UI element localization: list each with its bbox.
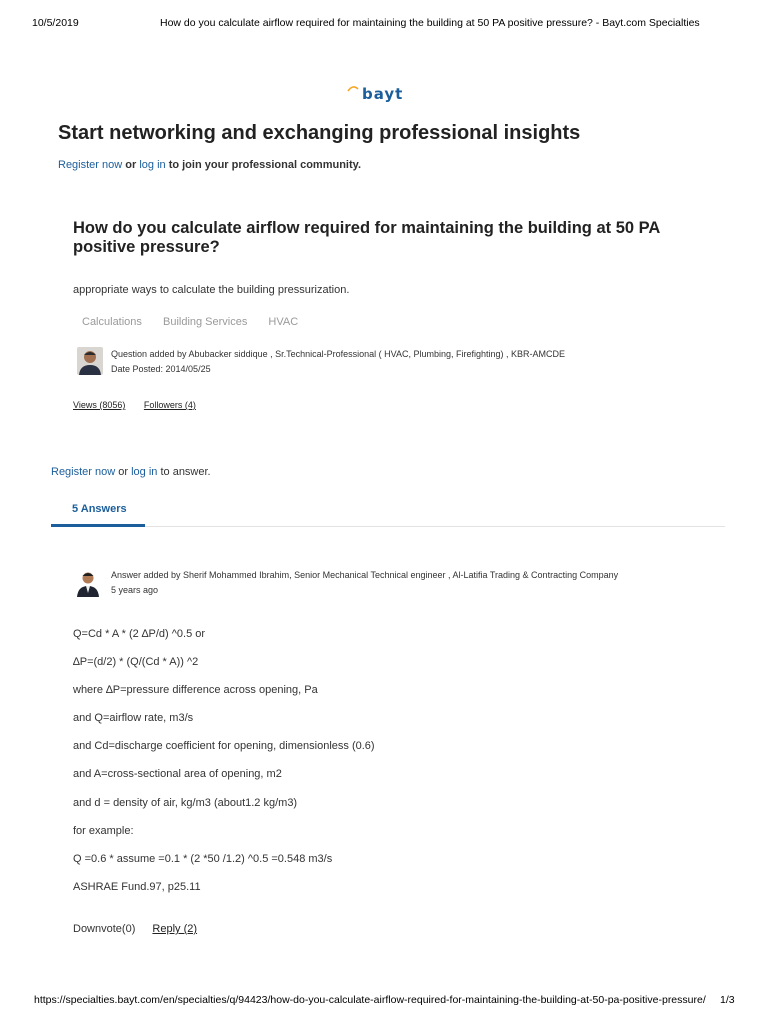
print-date: 10/5/2019 [32,17,79,29]
reply-link[interactable]: Reply (2) [152,923,198,935]
answer-age: 5 years ago [111,585,159,595]
answer-actions [73,923,211,935]
answer-line: ASHRAE Fund.97, p25.11 [73,881,201,893]
tag-hvac[interactable]: HVAC [268,316,299,328]
question-title: How do you calculate airflow required for maintaining the building at 50 PA positive pressure? [73,219,660,256]
answer-line: ∆P=(d/2) * (Q/(Cd * A)) ^2 [73,656,199,668]
print-url: https://specialties.bayt.com/en/specialties/q/94423/how-do-you-calculate-airflow-required-for-maintaining-the-building-at-50-pa-positive-pressure/ [34,994,706,1006]
hero-rest-text: to join your professional community. [168,159,361,171]
answer-added-by: Answer added by Sherif Mohammed Ibrahim, Senior Mechanical Technical engineer , Al-Latifia Trading & Contracting Company [111,570,619,580]
register-now-answer-link[interactable]: Register now [51,466,116,478]
question-stats [73,400,212,410]
print-page-number: 1/3 [720,994,735,1006]
answer-line: Q=Cd * A * (2 ∆P/d) ^0.5 or [73,628,206,640]
print-page-title: How do you calculate airflow required for maintaining the building at 50 PA positive pressure? - Bayt.com Specialties [160,17,700,29]
answer-author-avatar[interactable] [75,569,101,597]
person-avatar-icon [75,569,101,597]
answer-meta [111,568,618,598]
question-author-avatar[interactable] [77,347,103,375]
tag-calculations[interactable]: Calculations [82,316,142,328]
person-avatar-icon [77,347,103,375]
answer-line: and Q=airflow rate, m3/s [73,712,194,724]
hero-subtitle [58,159,361,171]
views-link[interactable]: Views (8056) [73,400,126,410]
answer-prompt [51,466,211,478]
tab-answers-active-indicator [51,524,145,527]
log-in-link[interactable]: log in [139,159,166,171]
question-body: appropriate ways to calculate the building pressurization. [73,284,350,296]
log-in-answer-link[interactable]: log in [131,466,158,478]
hero-or-text: or [125,159,137,171]
question-tags [82,316,316,328]
answer-line: and d = density of air, kg/m3 (about1.2 kg/m3) [73,797,298,809]
answer-line: where ∆P=pressure difference across opening, Pa [73,684,318,696]
question-added-by: Question added by Abubacker siddique , Sr.Technical-Professional ( HVAC, Plumbing, Firefighting) , KBR-AMCDE [111,349,566,359]
hero-title: Start networking and exchanging professional insights [58,122,581,144]
bayt-logo[interactable] [346,82,426,104]
question-date-posted: Date Posted: 2014/05/25 [111,364,211,374]
downvote-button[interactable]: Downvote(0) [73,923,136,935]
tag-building-services[interactable]: Building Services [162,316,248,328]
tabs-divider [51,526,725,527]
question-meta [111,347,565,377]
svg-text:bayt: bayt [362,85,404,103]
followers-link[interactable]: Followers (4) [143,400,196,410]
register-now-link[interactable]: Register now [58,159,123,171]
answer-line: Q =0.6 * assume =0.1 * (2 *50 /1.2) ^0.5 =0.548 m3/s [73,853,333,865]
answer-prompt-or: or [118,466,129,478]
answer-line: and Cd=discharge coefficient for opening, dimensionless (0.6) [73,740,375,752]
tab-answers[interactable]: 5 Answers [72,503,127,515]
answer-line: for example: [73,825,134,837]
answer-prompt-rest: to answer. [160,466,211,478]
answer-line: and A=cross-sectional area of opening, m2 [73,768,282,780]
bayt-logo-icon [346,82,426,104]
